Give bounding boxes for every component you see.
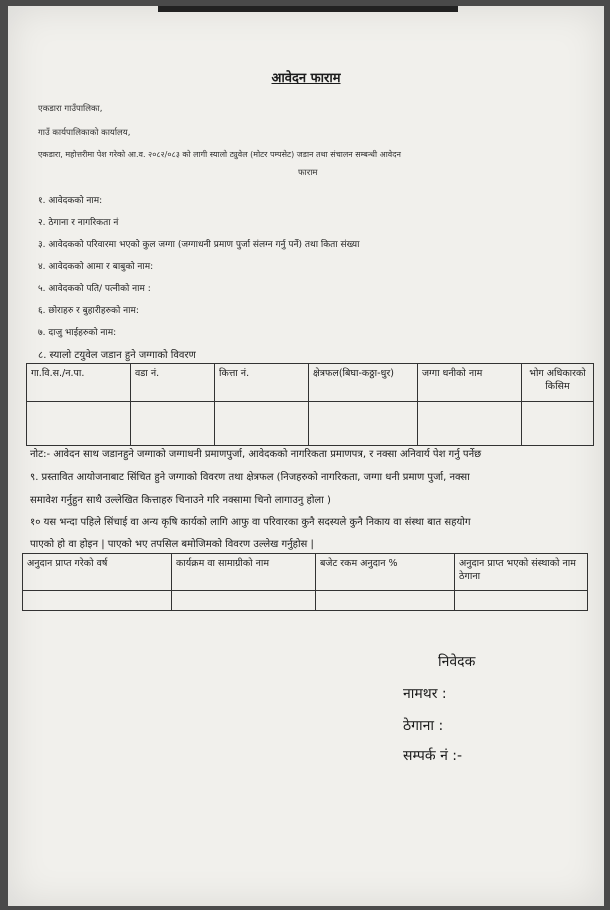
item-9-line-1: ९. प्रस्तावित आयोजनाबाट सिंचित हुने जग्गाको विवरण तथा क्षेत्रफल (निजहरुको नागरिकता, जग्गा धनी प्रमाण पुर्जा, नक्सा (30, 472, 470, 483)
item-10-line-2: पाएको हो वा होइन | पाएको भए तपसिल बमोजिमको विवरण उल्लेख गर्नुहोस | (30, 539, 314, 550)
subject-line-2: फाराम (298, 168, 318, 178)
grant-cell[interactable] (316, 590, 455, 610)
item-5: ५. आवेदकको पति/ पत्नीको नाम : (38, 284, 151, 294)
address-line-1: एकडारा गाउँपालिका, (38, 104, 103, 114)
item-7: ७. दाजु भाईहरुको नाम: (38, 328, 117, 338)
land-table (26, 363, 594, 446)
item-4: ४. आवेदकको आमा र बाबुको नाम: (38, 262, 154, 272)
land-col-ward: वडा नं. (131, 364, 215, 402)
item-1: १. आवेदकको नाम: (38, 196, 103, 206)
land-cell[interactable] (215, 402, 309, 446)
land-cell[interactable] (418, 402, 522, 446)
grant-cell[interactable] (455, 590, 588, 610)
grant-cell[interactable] (172, 590, 316, 610)
land-cell[interactable] (522, 402, 594, 446)
land-col-plot: कित्ता नं. (215, 364, 309, 402)
grant-col-budget: बजेट रकम अनुदान % (316, 554, 455, 591)
grant-col-program: कार्यक्रम वा सामाग्रीको नाम (172, 554, 316, 591)
land-cell[interactable] (309, 402, 418, 446)
applicant-label: निवेदक (438, 654, 476, 670)
name-label: नामथर : (403, 686, 447, 702)
grant-cell[interactable] (23, 590, 172, 610)
scan-edge (158, 6, 458, 12)
grant-table (22, 553, 588, 611)
item-10-line-1: १० यस भन्दा पहिले सिंचाई वा अन्य कृषि कार्यको लागि आफु वा परिवारका कुनै सदस्यले कुनै निकाय वा संस्था बात सहयोग (30, 517, 471, 528)
item-9-line-2: समावेश गर्नुहुन साथै उल्लेखित कित्ताहरु चिनाउने गरि नक्सामा चिनो लागाउनु होला ) (30, 495, 331, 506)
item-6: ६. छोराहरु र बुहारीहरुको नाम: (38, 306, 139, 316)
item-3: ३. आवेदकको परिवारमा भएको कुल जग्गा (जग्गाधनी प्रमाण पुर्जा संलग्न गर्नु पर्ने) तथा किता संख्या (38, 240, 360, 250)
item-2: २. ठेगाना र नागरिकता नं (38, 218, 119, 228)
contact-label: सम्पर्क नं :- (403, 748, 463, 764)
item-8: ८. स्यालो टयुवेल जडान हुने जग्गाको विवरण (38, 350, 196, 361)
land-col-vdc: गा.वि.स./न.पा. (27, 364, 131, 402)
land-cell[interactable] (27, 402, 131, 446)
address-line-2: गाउँ कार्यपालिकाको कार्यालय, (38, 128, 131, 138)
grant-col-year: अनुदान प्राप्त गरेको वर्ष (23, 554, 172, 591)
address-label: ठेगाना : (403, 718, 444, 734)
form-title: आवेदन फाराम (271, 71, 341, 86)
land-col-area: क्षेत्रफल(बिघा-कठ्ठा-धुर) (309, 364, 418, 402)
form-page (8, 6, 604, 906)
grant-col-org: अनुदान प्राप्त भएको संस्थाको नाम ठेगाना (455, 554, 588, 591)
land-col-tenure: भोग अधिकारको किसिम (522, 364, 594, 402)
subject-line-1: एकडारा, महोत्तरीमा पेश गरेको आ.व. २०८२/०८३ को लागी स्यालो ट्युवेल (मोटर पम्पसेट) जडान तथा संचालन सम्बन्धी आवेदन (38, 150, 401, 159)
land-cell[interactable] (131, 402, 215, 446)
land-col-owner: जग्गा धनीको नाम (418, 364, 522, 402)
note-text: नोट:- आवेदन साथ जडानहुने जग्गाको जग्गाधनी प्रमाणपुर्जा, आवेदकको नागरिकता प्रमाणपत्र, र नक्सा अनिवार्य पेश गर्नु पर्नेछ (30, 449, 482, 460)
